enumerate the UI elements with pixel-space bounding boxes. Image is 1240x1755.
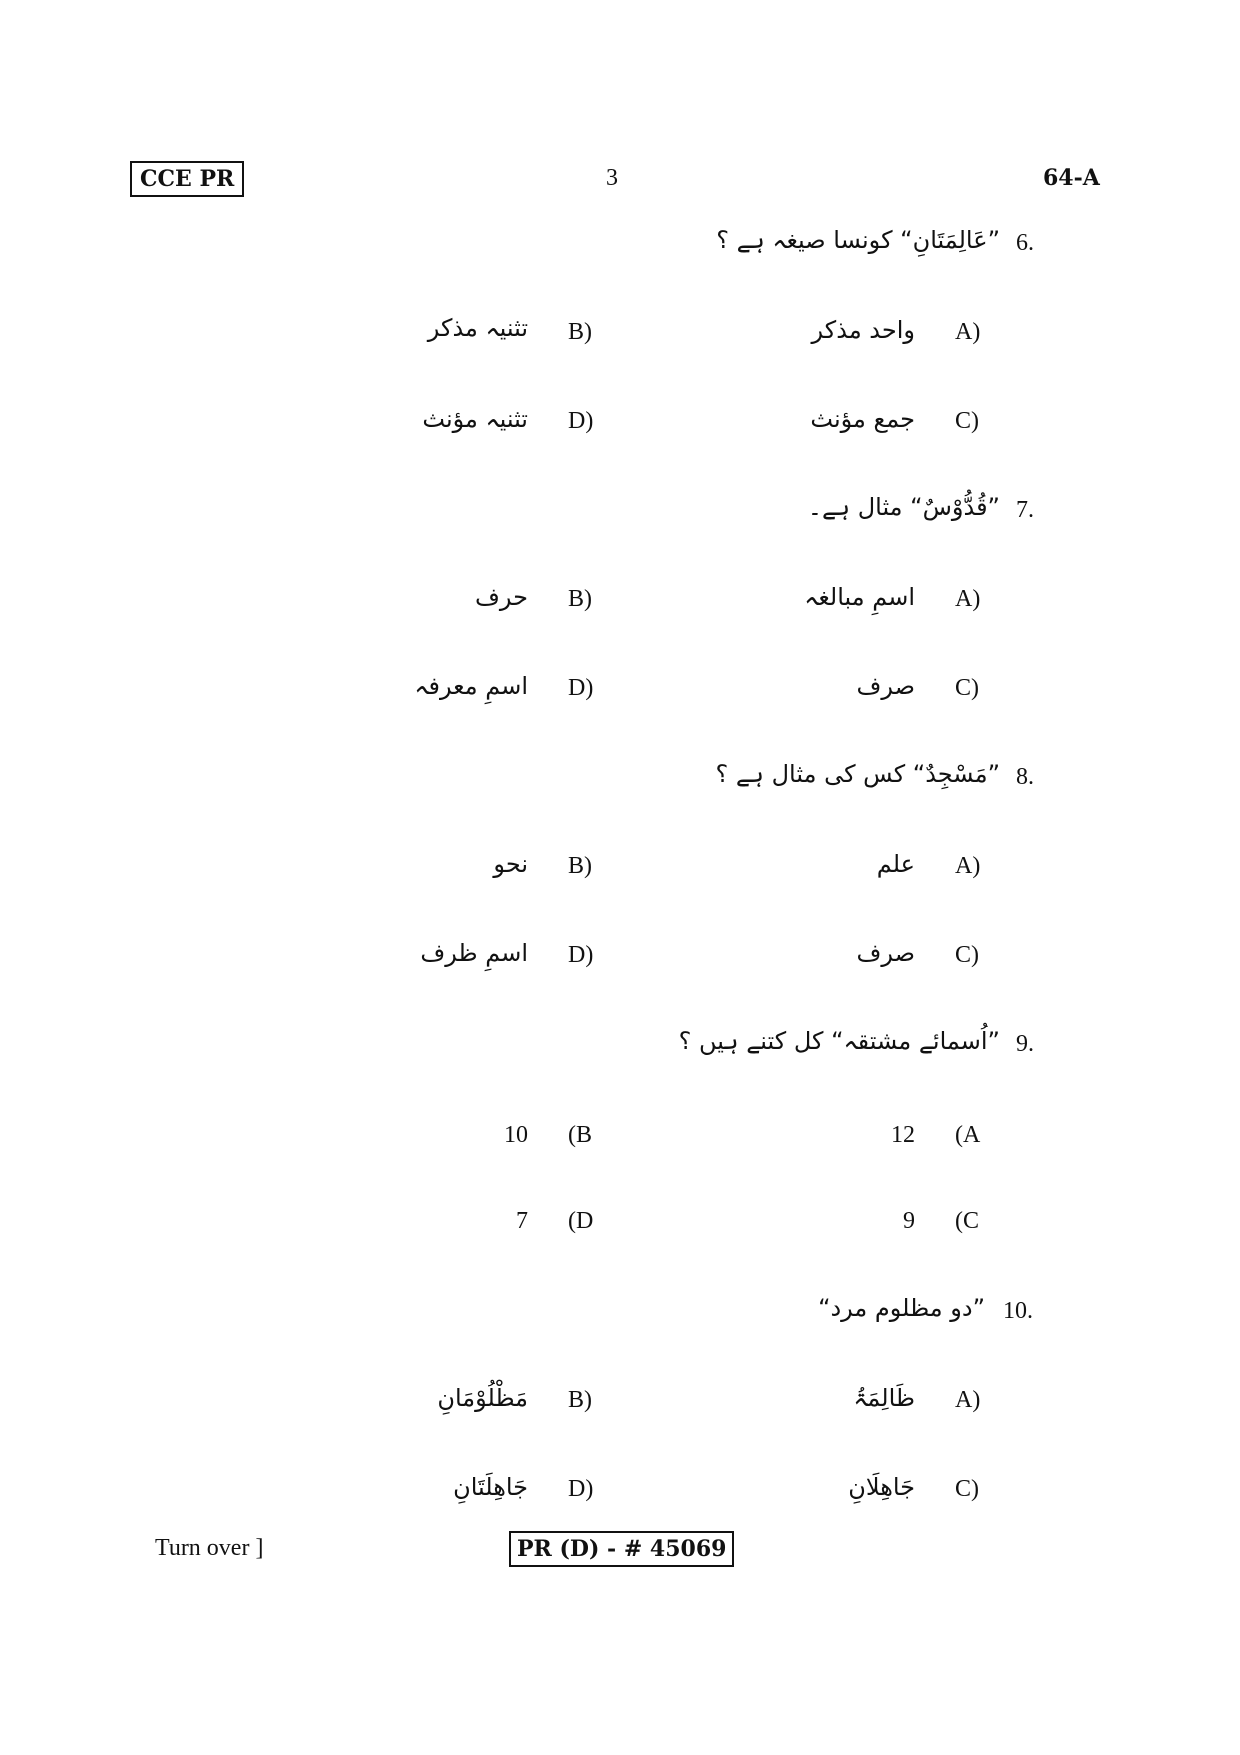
page-number: 3	[606, 165, 618, 191]
paper-code: 64-A	[1043, 165, 1100, 191]
option-text-c: جمع مؤنث	[810, 405, 915, 433]
turn-over-text: Turn over ]	[155, 1535, 264, 1561]
option-text-a: اسمِ مبالغہ	[804, 583, 915, 611]
question-text: ”مَسْجِدٌ“ کس کی مثال ہے ؟	[715, 760, 1000, 788]
question-text: ”قُدُّوْسٌ“ مثال ہے۔	[807, 493, 1000, 521]
question-number: 8.	[1016, 764, 1034, 790]
option-letter-b: B)	[568, 586, 592, 612]
option-text-b: حرف	[475, 583, 528, 611]
option-text-c: جَاھِلَانِ	[848, 1473, 915, 1501]
option-letter-d: D)	[568, 942, 594, 968]
option-letter-b: B)	[568, 319, 592, 345]
option-text-d: 7	[516, 1208, 528, 1234]
question-text: ”اُسمائے مشتقہ“ کل کتنے ہیں ؟	[678, 1027, 1000, 1055]
option-letter-c: C)	[955, 942, 979, 968]
option-text-a: علم	[876, 850, 915, 878]
option-letter-a: (A	[955, 1122, 981, 1148]
option-text-d: جَاھِلَتَانِ	[453, 1473, 528, 1501]
question-number: 10.	[1003, 1298, 1033, 1324]
option-text-c: 9	[903, 1208, 915, 1234]
option-text-d: اسمِ معرفہ	[414, 672, 528, 700]
header-left-box: CCE PR	[130, 161, 244, 197]
option-text-d: تثنیہ مؤنث	[422, 405, 528, 433]
question-number: 9.	[1016, 1031, 1034, 1057]
question-text: ”عَالِمَتَانِ“ کونسا صیغہ ہے ؟	[716, 226, 1000, 254]
footer-code-box: PR (D) - # 45069	[509, 1531, 734, 1567]
option-letter-d: D)	[568, 408, 594, 434]
option-text-c: صرف	[856, 672, 915, 700]
option-text-d: اسمِ ظرف	[420, 939, 528, 967]
option-letter-a: A)	[955, 1387, 981, 1413]
option-letter-c: C)	[955, 1476, 979, 1502]
option-text-c: صرف	[856, 939, 915, 967]
option-letter-d: (D	[568, 1208, 594, 1234]
option-letter-d: D)	[568, 1476, 594, 1502]
option-text-a: ظَالِمَۃُ	[853, 1384, 915, 1412]
option-text-b: 10	[504, 1122, 528, 1148]
option-text-b: تثنیہ مذکر	[427, 314, 528, 342]
option-letter-a: A)	[955, 319, 981, 345]
option-letter-b: (B	[568, 1122, 592, 1148]
question-text: ”دو مظلوم مرد“	[818, 1294, 985, 1322]
question-number: 6.	[1016, 230, 1034, 256]
question-number: 7.	[1016, 497, 1034, 523]
option-letter-b: B)	[568, 853, 592, 879]
option-letter-d: D)	[568, 675, 594, 701]
option-text-b: نحو	[493, 850, 528, 878]
option-text-a: 12	[891, 1122, 915, 1148]
option-text-b: مَظْلُوْمَانِ	[437, 1384, 528, 1412]
option-letter-c: C)	[955, 675, 979, 701]
option-letter-c: (C	[955, 1208, 979, 1234]
option-letter-c: C)	[955, 408, 979, 434]
option-letter-a: A)	[955, 853, 981, 879]
option-text-a: واحد مذکر	[811, 316, 915, 344]
option-letter-a: A)	[955, 586, 981, 612]
option-letter-b: B)	[568, 1387, 592, 1413]
